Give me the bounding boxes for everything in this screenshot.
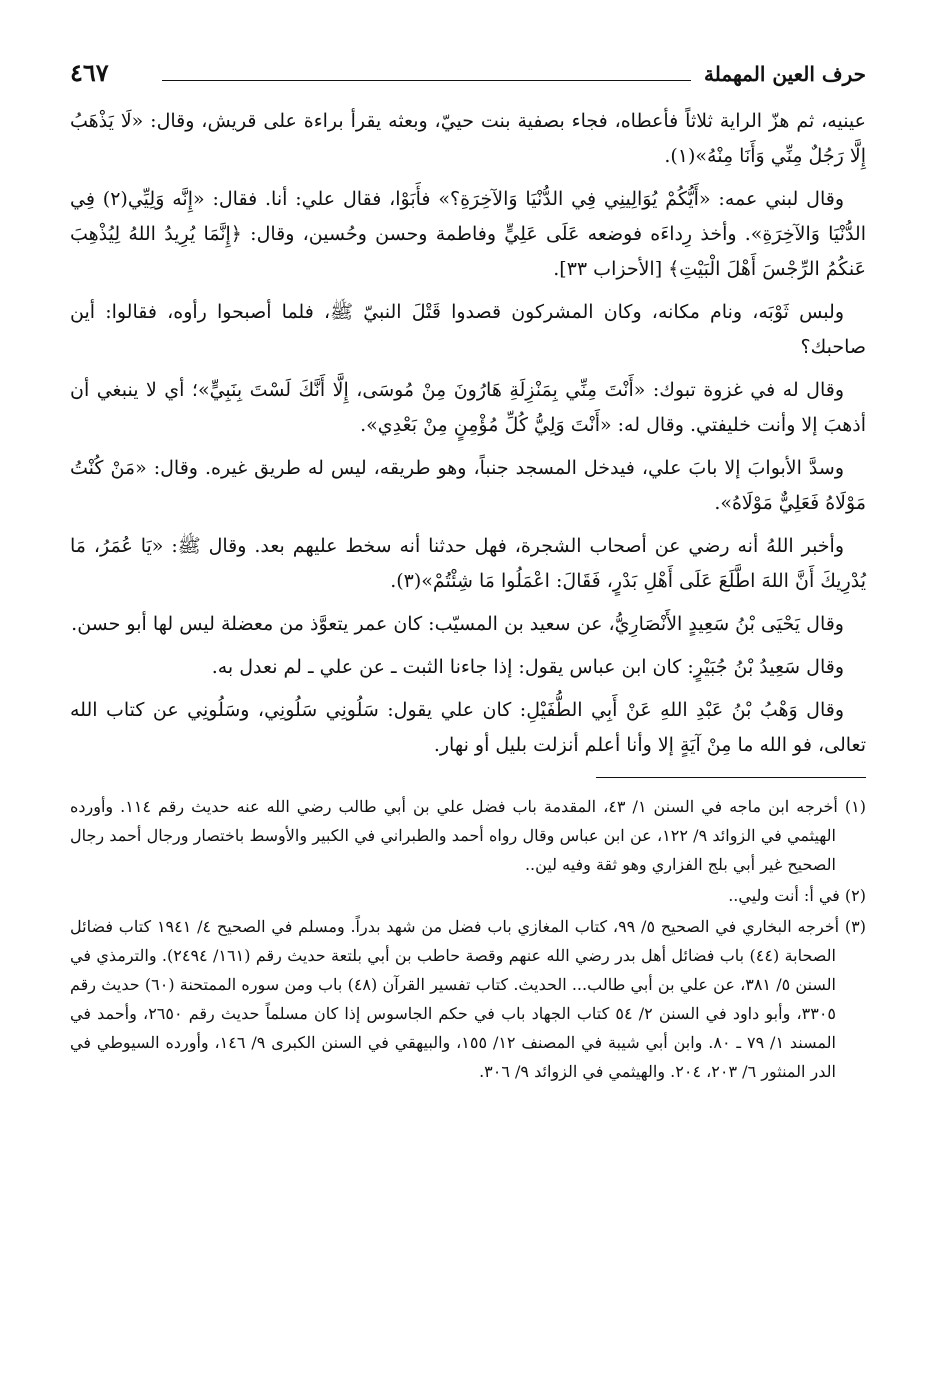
footnote: (٣) أخرجه البخاري في الصحيح ٥/ ٩٩، كتاب المغازي باب فضل من شهد بدراً. ومسلم في الصحيح ٤/ ١٩٤١ كتاب فضائل الصحابة (٤٤) باب فضائل أهل بدر رضي الله عنهم وقصة حاطب بن أبي بلتعة حديث رقم (١٦١/ ٢٤٩٤). والترمذي في السنن ٥/ ٣٨١، عن علي بن أبي طالب... الحديث. كتاب تفسير القرآن (٤٨) باب ومن سوره الممتحنة (٦٠) حديث رقم ٣٣٠٥، وأبو داود في السنن ٢/ ٥٤ كتاب الجهاد باب في حكم الجاسوس إذا كان مسلماً حديث رقم ٢٦٥٠، وأحمد في المسند ١/ ٧٩ ـ ٨٠. وابن أبي شيبة في المصنف ١٢/ ١٥٥، والبيهقي في السنن الكبرى ٩/ ١٤٦، وأورده السيوطي في الدر المنثور ٦/ ٢٠٣، ٢٠٤. والهيثمي في الزوائد ٩/ ٣٠٦. [70,917,866,1081]
page-number: ٤٦٧ [70,58,109,87]
paragraph: وقال وَهْبُ بْنُ عَبْدِ اللهِ عَنْ أَبِي الطُّفَيْلِ: كان علي يقول: سَلُونِي سَلُونِي، وسَلُونِي عن كتاب الله تعالى، فو الله ما مِنْ آيَةٍ إلا وأنا أعلم أنزلت بليل أو نهار. [70,699,866,756]
main-text [70,104,866,763]
paragraph: عينيه، ثم هزّ الراية ثلاثاً فأعطاه، فجاء بصفية بنت حييّ، وبعثه يقرأ براءة على قريش، وقال: «لَا يَذْهَبُ إِلَّا رَجُلٌ مِنِّي وَأَنَا مِنْهُ»(١). [70,110,866,167]
footnote: (١) أخرجه ابن ماجه في السنن ١/ ٤٣، المقدمة باب فضل علي بن أبي طالب رضي الله عنه حديث رقم ١١٤. وأورده الهيثمي في الزوائد ٩/ ١٢٢، عن ابن عباس وقال رواه أحمد والطبراني في الكبير والأوسط باختصار ورجال أحمد رجال الصحيح غير أبي بلج الفزاري وهو ثقة وفيه لين.. [70,797,866,874]
header-rule [162,80,691,81]
footnote-separator [596,777,866,778]
paragraph: وقال سَعِيدُ بْنُ جُبَيْرٍ: كان ابن عباس يقول: إذا جاءنا الثبت ـ عن علي ـ لم نعدل به. [211,656,844,678]
chapter-title: حرف العين المهملة [704,62,866,86]
paragraph: وقال لبني عمه: «أَيُّكُمْ يُوَالِينِي فِي الدُّنْيَا وَالآخِرَةِ؟» فأَبَوْا، فقال علي: أنا. فقال: «إِنَّه وَلِيِّي(٢) فِي الدُّنْيَا وَالآخِرَةِ». وأخذ رِداءَه فوضعه عَلَى عَلِيٍّ وفاطمة وحسن وحُسين، وقال: ﴿إِنَّمَا يُرِيدُ اللهُ لِيُذْهِبَ عَنكُمُ الرِّجْسَ أَهْلَ الْبَيْتِ﴾ [الأحزاب ٣٣]. [70,188,866,280]
paragraph: ولبس ثَوْبَه، ونام مكانه، وكان المشركون قصدوا قَتْلَ النبيّ ﷺ، فلما أصبحوا رأوه، فقالوا: أين صاحبك؟ [70,301,866,358]
paragraph: وقال يَحْيَى بْنُ سَعِيدٍ الأَنْصَارِيُّ، عن سعيد بن المسيّب: كان عمر يتعوَّذ من معضلة ليس لها أبو حسن. [71,613,844,635]
book-page [70,52,866,1372]
running-header [70,52,866,94]
paragraph: وسدَّ الأبوابَ إلا بابَ علي، فيدخل المسجد جنباً، وهو طريقه، ليس له طريق غيره. وقال: «مَنْ كُنْتُ مَوْلَاهُ فَعَلِيٌّ مَوْلَاهُ». [70,457,866,514]
paragraph: وقال له في غزوة تبوك: «أَنْتَ مِنِّي بِمَنْزِلَةِ هَارُونَ مِنْ مُوسَى، إِلَّا أَنَّكَ لَسْتَ بِنَبِيٍّ»؛ أي لا ينبغي أن أذهبَ إلا وأنت خليفتي. وقال له: «أَنْتَ وَلِيُّ كُلِّ مُؤْمِنٍ مِنْ بَعْدِي». [70,379,866,436]
paragraph: وأخبر اللهُ أنه رضي عن أصحاب الشجرة، فهل حدثنا أنه سخط عليهم بعد. وقال ﷺ: «يَا عُمَرُ، مَا يُدْرِيكَ أَنَّ اللهَ اطَّلَعَ عَلَى أَهْلِ بَدْرٍ، فَقَالَ: اعْمَلُوا مَا شِئْتُمْ»(٣). [70,535,866,592]
footnotes [70,792,866,1086]
footnote: (٢) في أ: أنت وليي.. [728,886,866,905]
